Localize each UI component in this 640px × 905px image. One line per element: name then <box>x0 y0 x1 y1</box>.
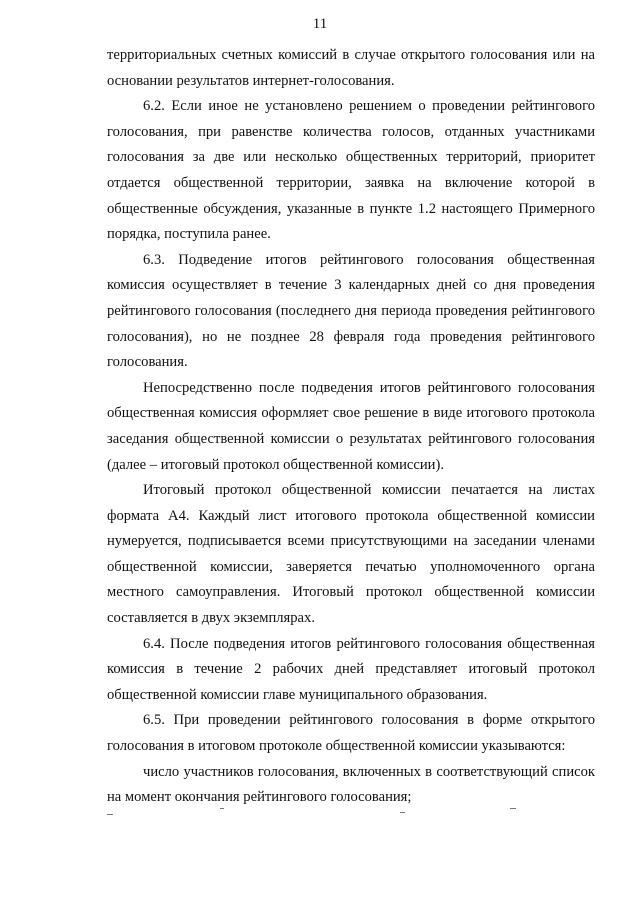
paragraph-continuation: территориальных счетных комиссий в случае открытого голосования или на основании результатов интернет-голосования. <box>107 47 595 89</box>
document-body <box>107 43 595 811</box>
scan-mark <box>107 814 113 815</box>
paragraph-6-2: 6.2. Если иное не установлено решением о проведении рейтингового голосования, при равенстве количества голосов, отданных участниками голосования за две или несколько общественных территорий, приоритет отдается общественной территории, заявка на включение которой в общественные обсуждения, указанные в пункте 1.2 настоящего Примерного порядка, поступила ранее. <box>107 98 595 243</box>
page-number: 11 <box>312 16 328 32</box>
scan-mark <box>220 808 224 809</box>
scan-artifacts <box>105 808 605 818</box>
paragraph-protocol-formation: Непосредственно после подведения итогов рейтингового голосования общественная комиссия оформляет свое решение в виде итогового протокола заседания общественной комиссии о результатах рейтингового голосования (далее – итоговый протокол общественной комиссии). <box>107 379 595 473</box>
scan-mark <box>400 812 405 813</box>
scan-mark <box>510 808 516 809</box>
paragraph-6-5: 6.5. При проведении рейтингового голосования в форме открытого голосования в итоговом протоколе общественной комиссии указываются: <box>107 712 595 755</box>
paragraph-6-4: 6.4. После подведения итогов рейтингового голосования общественная комиссия в течение 2 рабочих дней представляет итоговый протокол общественной комиссии главе муниципального образования. <box>107 635 595 703</box>
paragraph-participants-count: число участников голосования, включенных в соответствующий список на момент окончания рейтингового голосования; <box>107 763 595 806</box>
paragraph-6-3: 6.3. Подведение итогов рейтингового голосования общественная комиссия осуществляет в течение 3 календарных дней со дня проведения рейтингового голосования (последнего дня периода проведения рейтингового голосования), но не позднее 28 февраля года проведения рейтингового голосования. <box>107 251 595 371</box>
paragraph-protocol-format: Итоговый протокол общественной комиссии печатается на листах формата А4. Каждый лист итогового протокола общественной комиссии нумеруется, подписывается всеми присутствующими на заседании членами общественной комиссии, заверяется печатью уполномоченного органа местного самоуправления. Итоговый протокол общественной комиссии составляется в двух экземплярах. <box>107 482 595 627</box>
